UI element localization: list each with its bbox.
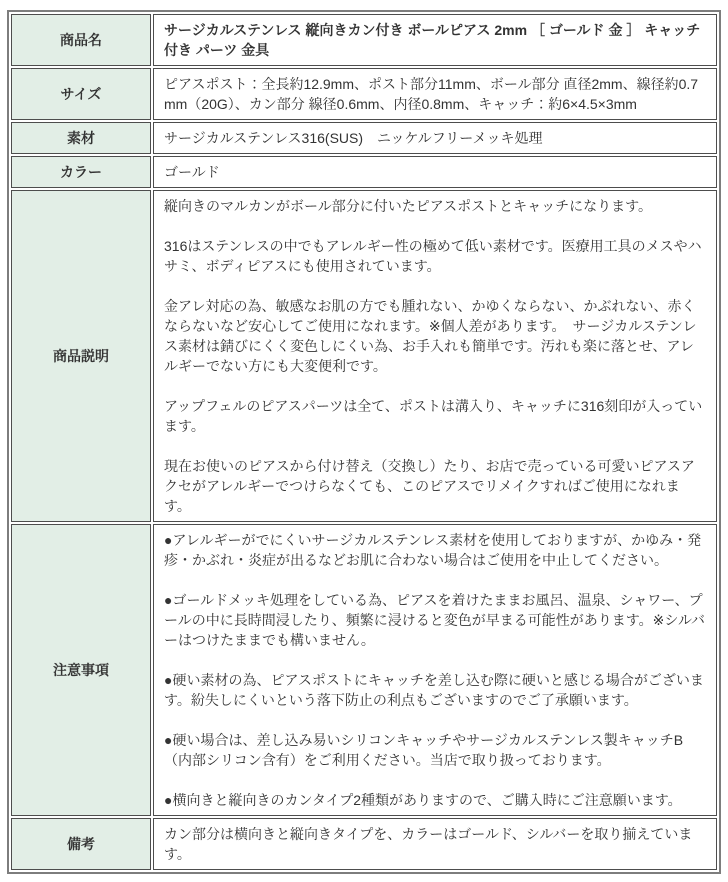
spec-row-notes [11, 524, 717, 816]
row-value-notes [153, 524, 717, 816]
spec-table-body [11, 14, 717, 870]
row-value-paragraph: ●硬い素材の為、ピアスポストにキャッチを差し込む際に硬いと感じる場合がございます。紛失しにくいという落下防止の利点もございますのでご了承願います。 [164, 672, 704, 708]
row-label-product-name: 商品名 [11, 14, 151, 66]
row-value-paragraph: 現在お使いのピアスから付け替え（交換し）たり、お店で売っている可愛いピアスアクセがアレルギーでつけらなくても、このピアスでリメイクすればご使用になれます。 [164, 458, 695, 514]
row-value-product-name [153, 14, 717, 66]
spec-row-remarks [11, 818, 717, 870]
row-label-size: サイズ [11, 68, 151, 120]
row-value-paragraph: サージカルステンレス316(SUS) ニッケルフリーメッキ処理 [164, 130, 543, 146]
row-value-paragraph: 金アレ対応の為、敏感なお肌の方でも腫れない、かゆくならない、かぶれない、赤くならないなど安心してご使用になれます。※個人差があります。 サージカルステンレス素材は錆びにくく変色しにくい為、お手入れも簡単です。汚れも楽に落とせ、アレルギーでない方にも大変便利です。 [164, 298, 697, 374]
row-value-paragraph: ●横向きと縦向きのカンタイプ2種類がありますので、ご購入時にご注意願います。 [164, 792, 682, 808]
row-value-paragraph: ●硬い場合は、差し込み易いシリコンキャッチやサージカルステンレス製キャッチB（内部シリコン含有）をご利用ください。当店で取り扱っております。 [164, 732, 684, 768]
row-value-paragraph: ピアスポスト：全長約12.9mm、ポスト部分11mm、ボール部分 直径2mm、線径約0.7mm（20G）、カン部分 線径0.6mm、内径0.8mm、キャッチ：約6×4.5×3mm [164, 76, 699, 112]
spec-row-material [11, 122, 717, 154]
row-value-color [153, 156, 717, 188]
row-value-paragraph: ●アレルギーがでにくいサージカルステンレス素材を使用しておりますが、かゆみ・発疹・かぶれ・炎症が出るなどお肌に合わない場合はご使用を中止してください。 [164, 532, 702, 568]
spec-row-description [11, 190, 717, 522]
row-value-paragraph: アップフェルのピアスパーツは全て、ポストは溝入り、キャッチに316刻印が入っています。 [164, 398, 703, 434]
row-value-paragraph: サージカルステンレス 縦向きカン付き ボールピアス 2mm ［ ゴールド 金 ］ キャッチ付き パーツ 金具 [164, 22, 701, 58]
row-value-size [153, 68, 717, 120]
product-spec-table [7, 10, 721, 874]
row-label-remarks: 備考 [11, 818, 151, 870]
row-label-material: 素材 [11, 122, 151, 154]
row-value-paragraph: 縦向きのマルカンがボール部分に付いたピアスポストとキャッチになります。 [164, 198, 653, 214]
row-value-material [153, 122, 717, 154]
spec-row-product-name [11, 14, 717, 66]
row-value-paragraph: ゴールド [164, 164, 220, 180]
row-label-description: 商品説明 [11, 190, 151, 522]
row-label-notes: 注意事項 [11, 524, 151, 816]
row-value-paragraph: ●ゴールドメッキ処理をしている為、ピアスを着けたままお風呂、温泉、シャワー、プールの中に長時間浸したり、頻繁に浸けると変色が早まる可能性があります。※シルバーはつけたままでも構いません。 [164, 592, 705, 648]
spec-row-size [11, 68, 717, 120]
row-value-paragraph: カン部分は横向きと縦向きタイプを、カラーはゴールド、シルバーを取り揃えています。 [164, 826, 693, 862]
row-value-paragraph: 316はステンレスの中でもアレルギー性の極めて低い素材です。医療用工具のメスやハサミ、ボディピアスにも使用されています。 [164, 238, 702, 274]
row-value-description [153, 190, 717, 522]
spec-row-color [11, 156, 717, 188]
row-value-remarks [153, 818, 717, 870]
row-label-color: カラー [11, 156, 151, 188]
